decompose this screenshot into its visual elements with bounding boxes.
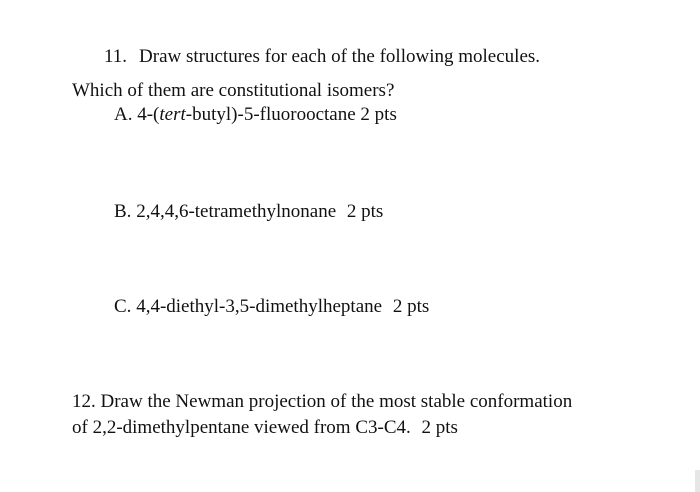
question-11-number: 11.	[104, 46, 128, 67]
item-a-name	[137, 104, 355, 125]
question-11-title	[104, 46, 540, 68]
item-c-points: 2 pts	[392, 296, 430, 317]
item-a-name-italic: tert	[159, 104, 186, 125]
question-12-text: of 2,2-dimethylpentane viewed from C3-C4.	[72, 417, 411, 438]
question-11-subtitle: Which of them are constitutional isomers?	[72, 80, 395, 101]
item-a-points: 2 pts	[360, 104, 397, 125]
item-a-name-prefix: 4-(	[137, 104, 160, 125]
item-c-name: 4,4-diethyl-3,5-dimethylheptane	[136, 296, 383, 317]
page-edge-divider	[695, 470, 700, 492]
item-b-points: 2 pts	[346, 201, 384, 222]
question-12-line-1: 12. Draw the Newman projection of the most stable conformation	[72, 391, 573, 412]
item-b-letter: B.	[114, 201, 132, 222]
item-a-letter: A.	[114, 104, 133, 125]
question-12-line-2	[72, 417, 458, 439]
question-11-item-b	[114, 201, 383, 223]
item-a-name-suffix: -butyl)-5-fluorooctane	[185, 104, 356, 125]
item-c-letter: C.	[114, 296, 132, 317]
question-11-text: Draw structures for each of the following molecules.	[139, 46, 541, 67]
question-12-points: 2 pts	[421, 417, 458, 438]
question-11-item-a	[114, 104, 397, 126]
item-b-name: 2,4,4,6-tetramethylnonane	[136, 201, 337, 222]
question-11-item-c	[114, 296, 429, 318]
